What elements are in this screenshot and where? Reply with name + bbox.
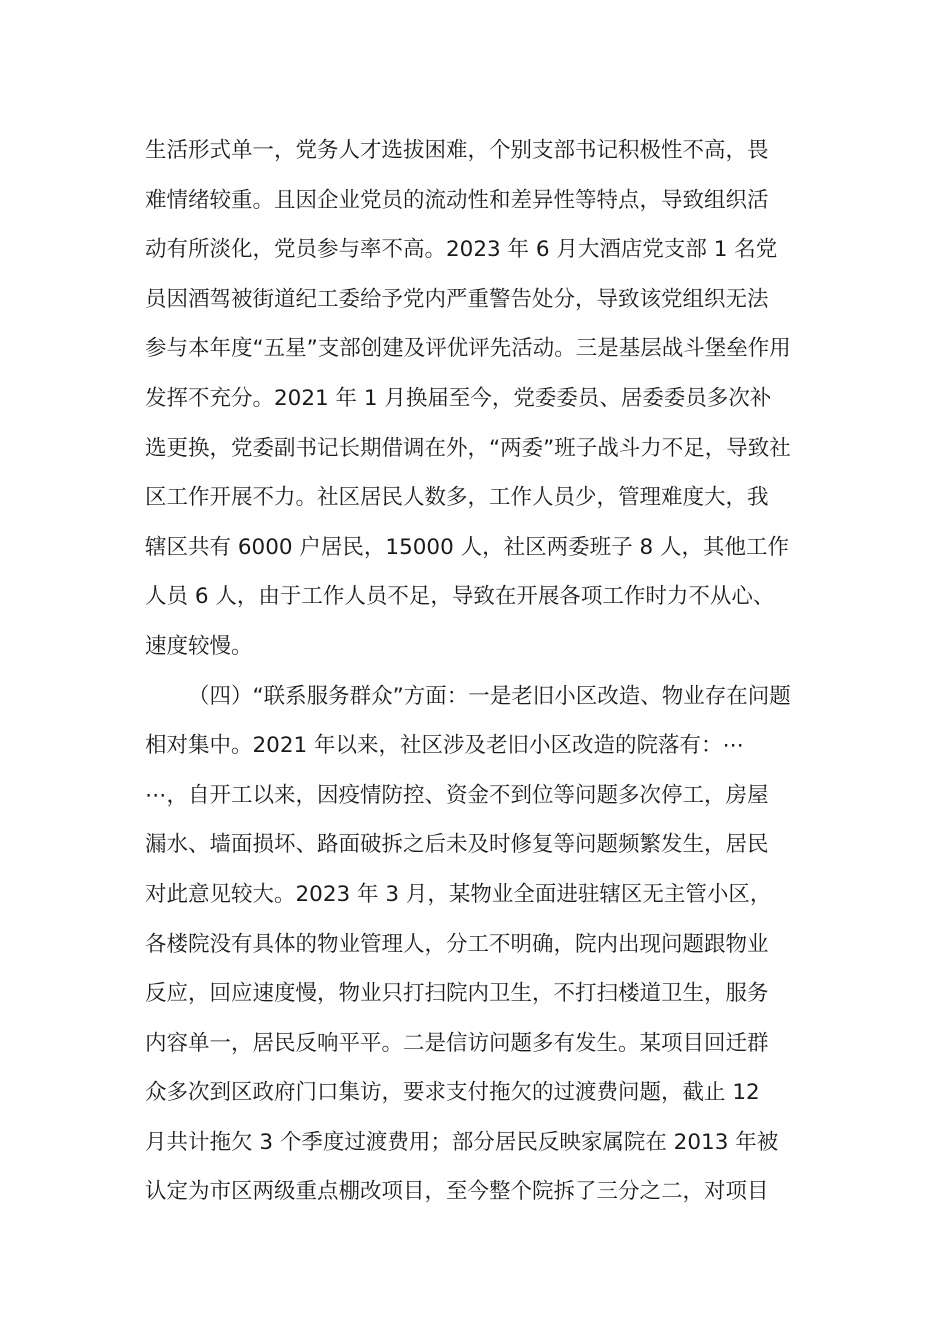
text-line: 相对集中。2021 年以来，社区涉及老旧小区改造的院落有：⋯	[145, 733, 745, 759]
text-line: 内容单一，居民反响平平。二是信访问题多有发生。某项目回迁群	[145, 1030, 769, 1056]
text-line: 参与本年度“五星”支部创建及评优评先活动。三是基层战斗堡垒作用	[145, 336, 791, 362]
text-line: 反应，回应速度慢，物业只打扫院内卫生，不打扫楼道卫生，服务	[145, 981, 769, 1007]
text-line: 生活形式单一，党务人才选拔困难，个别支部书记积极性不高，畏	[145, 138, 769, 163]
text-line: 区工作开展不力。社区居民人数多，工作人员少，管理难度大，我	[145, 485, 769, 511]
text-line: ⋯，自开工以来，因疫情防控、资金不到位等问题多次停工，房屋	[145, 782, 769, 808]
text-line: 漏水、墙面损坏、路面破拆之后未及时修复等问题频繁发生，居民	[145, 832, 769, 858]
text-line: 认定为市区两级重点棚改项目，至今整个院拆了三分之二，对项目	[145, 1179, 769, 1205]
text-line: 发挥不充分。2021 年 1 月换届至今，党委委员、居委委员多次补	[145, 385, 772, 411]
text-line: 辖区共有 6000 户居民，15000 人，社区两委班子 8 人，其他工作	[145, 534, 789, 560]
text-line: 对此意见较大。2023 年 3 月，某物业全面进驻辖区无主管小区，	[145, 881, 772, 907]
text-line: 选更换，党委副书记长期借调在外，“两委”班子战斗力不足，导致社	[145, 435, 791, 461]
body-text	[145, 126, 810, 1217]
text-line: 各楼院没有具体的物业管理人，分工不明确，院内出现问题跟物业	[145, 931, 769, 957]
text-line: 速度较慢。	[145, 633, 253, 659]
text-line: 动有所淡化，党员参与率不高。2023 年 6 月大酒店党支部 1 名党	[145, 237, 778, 263]
text-line: 难情绪较重。且因企业党员的流动性和差异性等特点，导致组织活	[145, 187, 769, 213]
text-line: 月共计拖欠 3 个季度过渡费用；部分居民反映家属院在 2013 年被	[145, 1129, 779, 1155]
text-line: 众多次到区政府门口集访，要求支付拖欠的过渡费问题，截止 12	[145, 1080, 760, 1106]
text-line: 员因酒驾被街道纪工委给予党内严重警告处分，导致该党组织无法	[145, 286, 769, 312]
section-heading-line: （四）“联系服务群众”方面：一是老旧小区改造、物业存在问题	[188, 683, 791, 709]
text-line: 人员 6 人，由于工作人员不足，导致在开展各项工作时力不从心、	[145, 584, 775, 610]
